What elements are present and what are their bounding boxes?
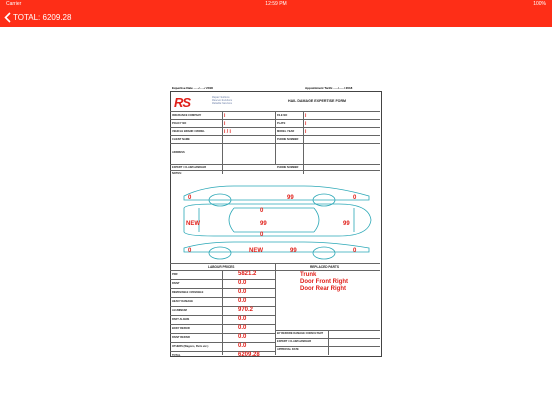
labour-row-label: PART ALIGNS	[172, 318, 190, 321]
replaced-part: Trunk	[300, 272, 317, 278]
diagram-bottom-new: NEW	[249, 248, 263, 254]
labour-row-value: 0.0	[238, 316, 247, 322]
labour-row-label: REMOVABLE / MOVABLE	[172, 291, 204, 294]
value-file-no: i	[305, 113, 307, 119]
labour-row-value: 5821.2	[238, 271, 257, 277]
labour-row-value: 0.0	[238, 280, 247, 286]
diagram-top-center: 99	[287, 195, 294, 201]
status-bar	[0, 0, 552, 8]
back-button[interactable]	[4, 10, 71, 25]
label-model-year: MODEL YEAR	[277, 130, 295, 133]
sign-approval: APPROVAL DATE	[277, 348, 299, 351]
labour-row-value: 0.0	[238, 343, 247, 349]
diagram-left-rear: 0	[188, 248, 192, 254]
label-policy: POLICY NO	[172, 122, 187, 125]
navigation-bar	[0, 8, 552, 27]
labour-row-label: PDR	[172, 273, 178, 276]
nav-title: TOTAL: 6209.28	[13, 13, 72, 22]
clock: 12:59 PM	[265, 1, 287, 7]
label-insurance: INSURANCE COMPANY	[172, 114, 202, 117]
rs-logo: RS	[174, 95, 191, 110]
label-phone-2: PHONE NUMBER	[277, 166, 299, 169]
expertise-form-page	[170, 86, 381, 356]
labour-prices-title: LABOUR PRICES	[208, 265, 235, 269]
sign-consultant: BY REPAIRE DAMAGE CONSULTANT	[277, 332, 324, 335]
form-title: HAIL DAMAGE EXPERTISE FORM	[288, 99, 347, 103]
carrier-label: Carrier	[6, 1, 22, 7]
labour-row-label: BODY REPAIR	[172, 327, 190, 330]
car-damage-diagram	[174, 178, 378, 262]
label-plate: PLATE	[277, 122, 286, 125]
appointment-date: Appointment Tarihi ....../....../ 2018	[305, 86, 353, 90]
diagram-roof: 99	[260, 221, 267, 227]
labour-row-label: TOTAL	[172, 354, 181, 357]
diagram-right-mid: 99	[343, 221, 350, 227]
diagram-right-rear: 0	[353, 248, 357, 254]
label-client: CLIENT NAME	[172, 138, 190, 141]
replaced-parts-title: REPLACED PARTS	[310, 265, 339, 269]
labour-row-label: OTHERS (Wagons, Parts etc.)	[172, 345, 209, 348]
labour-row-label: ALUMINIUM	[172, 309, 187, 312]
value-vehicle: i / i	[224, 129, 231, 135]
labour-row-value: 970.2	[238, 307, 254, 313]
labour-row-value: 0.0	[238, 298, 247, 304]
diagram-bottom-center: 99	[290, 248, 297, 254]
logo-tagline: Repair Sultions Rescue Solutions Reliable Services	[212, 96, 233, 105]
diagram-right-front: 0	[353, 195, 357, 201]
sign-expert: EXPERT / CLAIM HANDLER	[277, 340, 312, 343]
labour-row-value: 0.0	[238, 289, 247, 295]
labour-row-label: PAINT REPAIR	[172, 336, 190, 339]
value-plate: i	[305, 121, 307, 127]
chevron-left-icon	[4, 12, 11, 23]
diagram-left-mid: NEW	[186, 221, 200, 227]
labour-row-label: PAINT	[172, 282, 180, 285]
diagram-center-top: 0	[260, 208, 264, 214]
diagram-center-bottom: 0	[260, 232, 264, 238]
expertise-date: Expertise Date ....../....../ 2018	[172, 86, 213, 90]
value-insurance: i	[224, 113, 226, 119]
label-vehicle: VEHICLE BRAND / MODEL	[172, 130, 205, 133]
value-model-year: i	[305, 129, 307, 135]
replaced-part: Door Front Right	[300, 279, 348, 285]
labour-row-value: 0.0	[238, 325, 247, 331]
label-expert: EXPERT / CLAIM HANDLER	[172, 166, 207, 169]
labour-row-label: HEAVY DAMAGE	[172, 300, 193, 303]
label-file-no: FILE NO	[277, 114, 288, 117]
value-policy: i	[224, 121, 226, 127]
battery-label: 100%	[533, 1, 546, 7]
labour-row-value: 6209.28	[238, 352, 260, 358]
label-address: ADDRESS	[172, 151, 185, 154]
labour-row-value: 0.0	[238, 334, 247, 340]
diagram-left-front: 0	[188, 195, 192, 201]
replaced-part: Door Rear Right	[300, 286, 347, 292]
notes-label: NOTES:	[172, 172, 182, 175]
label-phone-1: PHONE NUMBER	[277, 138, 299, 141]
